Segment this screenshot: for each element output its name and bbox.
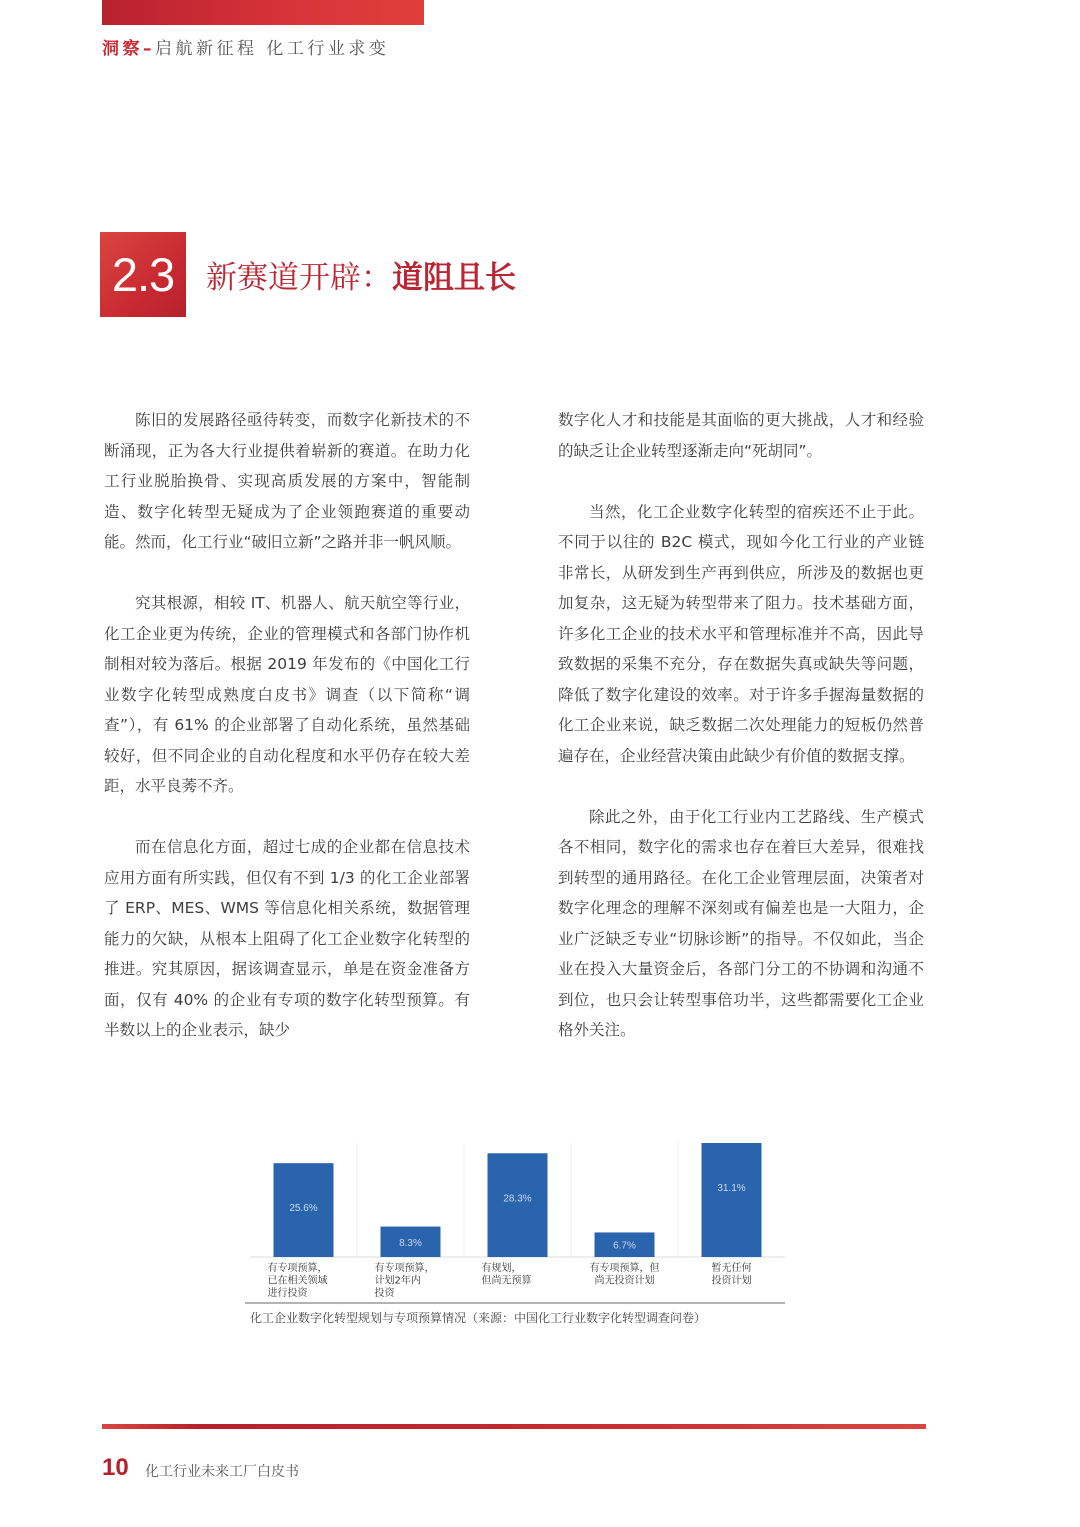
- paragraph: 当然，化工企业数字化转型的宿疾还不止于此。不同于以往的 B2C 模式，现如今化工行业的产业链非常长，从研发到生产再到供应，所涉及的数据也更加复杂，这无疑为转型带来了阻力。技术基础方面，许多化工企业的技术水平和管理标准并不高，因此导致数据的采集不充分，存在数据失真或缺失等问题，降低了数字化建设的效率。对于许多手握海量数据的化工企业来说，缺乏数据二次处理能力的短板仍然普遍存在，企业经营决策由此缺少有价值的数据支撑。: [558, 502, 924, 765]
- paragraph: 而在信息化方面，超过七成的企业都在信息技术应用方面有所实践，但仅有不到 1/3 的化工企业部署了 ERP、MES、WMS 等信息化相关系统，数据管理能力的欠缺，从根本上阻碍了化工企业数字化转型的推进。究其原因，据该调查显示，单是在资金准备方面，仅有 40% 的企业有专项的数字化转型预算。有半数以上的企业表示，缺少: [104, 838, 470, 1039]
- body-column-right: [558, 405, 924, 1076]
- running-header: [102, 34, 389, 59]
- category-tick-label: 计划2年内: [374, 1275, 421, 1287]
- category-tick-label: 但尚无预算: [481, 1275, 532, 1287]
- header-color-bar: [102, 0, 424, 25]
- bar: [702, 1143, 762, 1257]
- bar-value-label: 31.1%: [717, 1183, 746, 1194]
- category-tick-label: 尚无投资计划: [594, 1275, 655, 1287]
- bar: [488, 1153, 548, 1257]
- running-header-title: 启航新征程 化工行业求变: [155, 39, 390, 59]
- paragraph: 除此之外，由于化工行业内工艺路线、生产模式各不相同，数字化的需求也存在着巨大差异，很难找到转型的通用路径。在化工企业管理层面，决策者对数字化理念的理解不深刻或有偏差也是一大阻力，企业广泛缺乏专业“切脉诊断”的指导。不仅如此，当企业在投入大量资金后，各部门分工的不协调和沟通不到位，也只会让转型事倍功半，这些都需要化工企业格外关注。: [558, 807, 924, 1039]
- category-tick-label: 有专项预算，但: [589, 1263, 660, 1274]
- section-title-bold: 道阻且长: [392, 260, 516, 296]
- bar-value-label: 25.6%: [289, 1203, 318, 1215]
- chart-canvas: [245, 1130, 790, 1305]
- category-tick-label: 已在相关领域: [267, 1275, 328, 1287]
- paragraph: 陈旧的发展路径亟待转变，而数字化新技术的不断涌现，正为各大行业提供着崭新的赛道。在助力化工行业脱胎换骨、实现高质发展的方案中，智能制造、数字化转型无疑成为了企业领跑赛道的重要动能。然而，化工行业“破旧立新”之路并非一帆风顺。: [104, 411, 470, 551]
- chart-caption: 化工企业数字化转型规划与专项预算情况（来源：中国化工行业数字化转型调查问卷）: [250, 1311, 707, 1325]
- paragraph: 究其根源，相较 IT、机器人、航天航空等行业，化工企业更为传统，企业的管理模式和各部门协作机制相对较为落后。根据 2019 年发布的《中国化工行业数字化转型成熟度白皮书》调查（以下简称“调查”），有 61% 的企业部署了自动化系统，虽然基础较好，但不同企业的自动化程度和水平仍存在较大差距，水平良莠不齐。: [104, 594, 470, 795]
- bar-value-label: 28.3%: [503, 1193, 532, 1205]
- section-title: [206, 252, 516, 297]
- section-title-regular: 新赛道开辟：: [206, 260, 392, 296]
- category-tick-label: 投资计划: [711, 1275, 752, 1287]
- category-tick-label: 暂无任何: [711, 1263, 752, 1274]
- budget-bar-chart: [245, 1130, 790, 1305]
- running-header-accent: 洞察: [102, 39, 143, 59]
- publication-title: 化工行业未来工厂白皮书: [145, 1464, 299, 1480]
- section-number-badge: [100, 232, 186, 317]
- bar-value-label: 6.7%: [613, 1240, 636, 1252]
- bar-value-label: 8.3%: [399, 1237, 422, 1249]
- page-number: 10: [102, 1454, 129, 1481]
- category-tick-label: 有专项预算，: [374, 1263, 435, 1274]
- category-tick-label: 进行投资: [267, 1288, 308, 1299]
- category-tick-label: 投资: [374, 1288, 395, 1299]
- section-number: 2.3: [111, 248, 175, 301]
- category-tick-label: 有专项预算，: [267, 1263, 328, 1274]
- category-tick-label: 有规划，: [481, 1263, 522, 1274]
- body-column-left: [104, 405, 470, 1076]
- footer-rule: [102, 1424, 926, 1429]
- paragraph: 数字化人才和技能是其面临的更大挑战，人才和经验的缺乏让企业转型逐渐走向“死胡同”。: [558, 411, 924, 460]
- running-header-separator: –: [143, 39, 155, 59]
